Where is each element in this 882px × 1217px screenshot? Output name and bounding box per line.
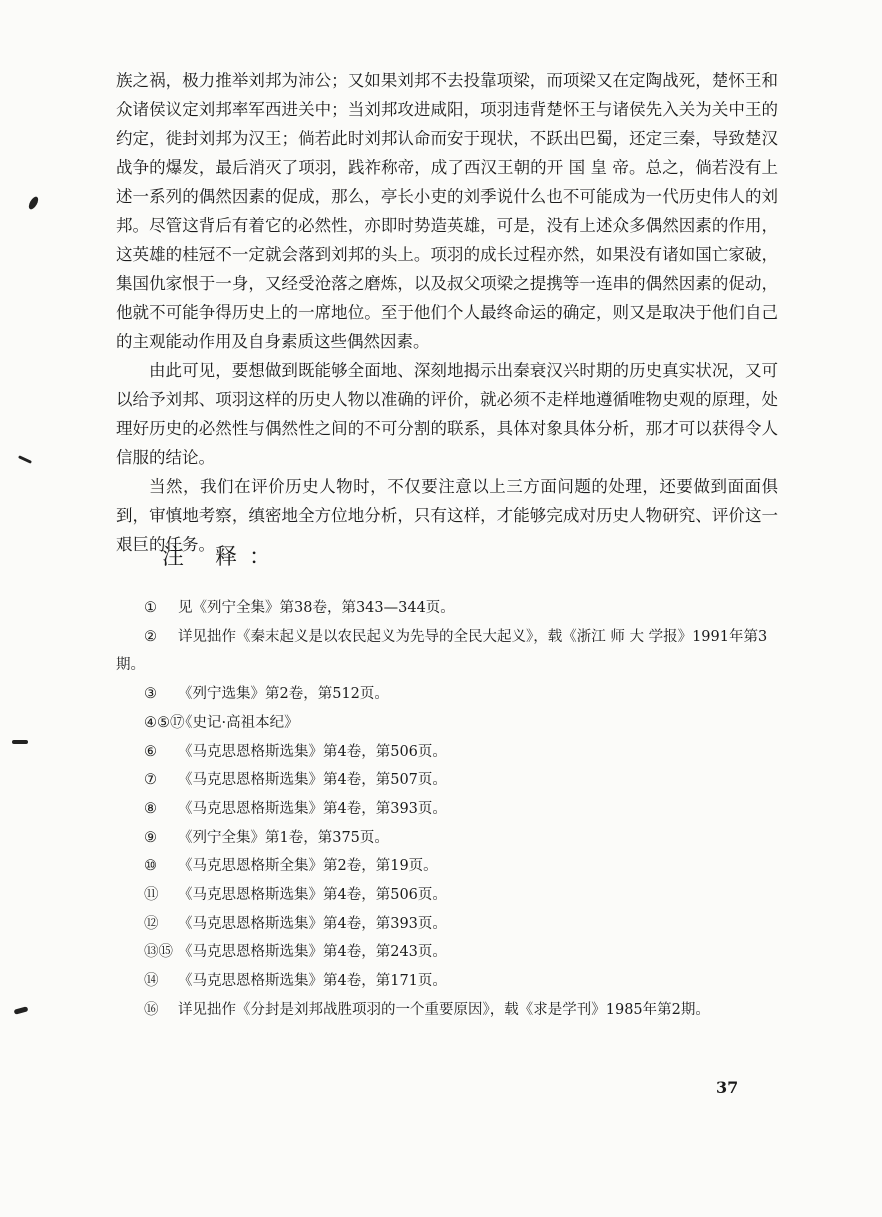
note-item [116, 680, 776, 709]
notes-heading: 注 释： [162, 545, 283, 570]
note-marker: ⑪ [144, 887, 159, 904]
note-item [116, 881, 776, 910]
note-marker: ⑫ [144, 915, 159, 932]
note-marker: ⑩ [144, 858, 157, 875]
note-text: 《马克思恩格斯选集》第4卷，第171页。 [178, 973, 447, 990]
scan-speck [27, 195, 40, 211]
note-text: 详见拙作《秦末起义是以农民起义为先导的全民大起义》，载《浙江 师 大 学报》1991年第3期。 [116, 628, 768, 674]
note-marker: ⑨ [144, 829, 157, 846]
note-item [116, 996, 776, 1025]
scan-speck [18, 455, 32, 464]
note-marker: ② [144, 628, 157, 645]
paragraph-continued: 族之祸，极力推举刘邦为沛公；又如果刘邦不去投靠项梁，而项梁又在定陶战死，楚怀王和众诸侯议定刘邦率军西进关中；当刘邦攻进咸阳，项羽违背楚怀王与诸侯先入关为关中王的约定，徙封刘邦为汉王；倘若此时刘邦认命而安于现状，不跃出巴蜀，还定三秦，导致楚汉战争的爆发，最后消灭了项羽，践祚称帝，成了西汉王朝的开 国 皇 帝。总之，倘若没有上述一系列的偶然因素的促成，那么，亭长小吏的刘季说什么也不可能成为一代历史伟人的刘邦。尽管这背后有着它的必然性，亦即时势造英雄，可是，没有上述众多偶然因素的作用，这英雄的桂冠不一定就会落到刘邦的头上。项羽的成长过程亦然，如果没有诸如国亡家破，集国仇家恨于一身，又经受沧落之磨炼，以及叔父项梁之提携等一连串的偶然因素的促动，他就不可能争得历史上的一席地位。至于他们个人最终命运的确定，则又是取决于他们自己的主观能动作用及自身素质这些偶然因素。 [116, 71, 778, 351]
main-text [116, 66, 778, 559]
scan-speck [12, 740, 28, 744]
note-text: 《马克思恩格斯选集》第4卷，第243页。 [178, 944, 447, 961]
note-item [116, 938, 776, 967]
note-text: 见《列宁全集》第38卷，第343—344页。 [178, 600, 455, 616]
note-text: 《马克思恩格斯选集》第4卷，第506页。 [178, 887, 447, 904]
note-text: 《马克思恩格斯选集》第4卷，第393页。 [178, 915, 447, 932]
note-item [116, 824, 776, 853]
note-marker: ④⑤⑰ [144, 714, 185, 731]
note-item [116, 795, 776, 824]
note-marker: ⑭ [144, 973, 159, 990]
scan-speck [14, 1006, 29, 1014]
note-text: 《马克思恩格斯选集》第4卷，第506页。 [178, 743, 447, 760]
page-number: 37 [716, 1078, 739, 1097]
note-text: 详见拙作《分封是刘邦战胜项羽的一个重要原因》，载《求是学刊》1985年第2期。 [178, 1001, 710, 1018]
note-marker: ⑥ [144, 743, 157, 760]
note-item [116, 623, 776, 680]
note-item [116, 738, 776, 767]
note-marker: ① [144, 600, 157, 616]
note-marker: ⑯ [144, 1001, 159, 1018]
note-item [116, 709, 776, 738]
note-text: 《史记·高祖本纪》 [178, 714, 299, 731]
note-text: 《马克思恩格斯选集》第4卷，第393页。 [178, 800, 447, 817]
note-text: 《马克思恩格斯全集》第2卷，第19页。 [178, 858, 438, 875]
note-item [116, 594, 776, 623]
note-marker: ⑦ [144, 772, 157, 789]
paragraph-final: 当然，我们在评价历史人物时，不仅要注意以上三方面问题的处理，还要做到面面俱到，审慎地考察，缜密地全方位地分析，只有这样，才能够完成对历史人物研究、评价这一艰巨的任务。 [116, 477, 778, 554]
note-marker: ⑬⑮ [144, 944, 173, 961]
note-text: 《列宁全集》第1卷，第375页。 [178, 829, 389, 846]
note-item [116, 910, 776, 939]
note-marker: ⑧ [144, 800, 157, 817]
note-item [116, 852, 776, 881]
note-item [116, 766, 776, 795]
note-text: 《马克思恩格斯选集》第4卷，第507页。 [178, 772, 447, 789]
notes-list [116, 594, 776, 1025]
note-item [116, 967, 776, 996]
note-text: 《列宁选集》第2卷，第512页。 [178, 686, 389, 703]
paragraph-conclusion: 由此可见，要想做到既能够全面地、深刻地揭示出秦衰汉兴时期的历史真实状况，又可以给予刘邦、项羽这样的历史人物以准确的评价，就必须不走样地遵循唯物史观的原理，处理好历史的必然性与偶然性之间的不可分割的联系，具体对象具体分析，那才可以获得令人信服的结论。 [116, 361, 778, 467]
note-marker: ③ [144, 686, 157, 703]
